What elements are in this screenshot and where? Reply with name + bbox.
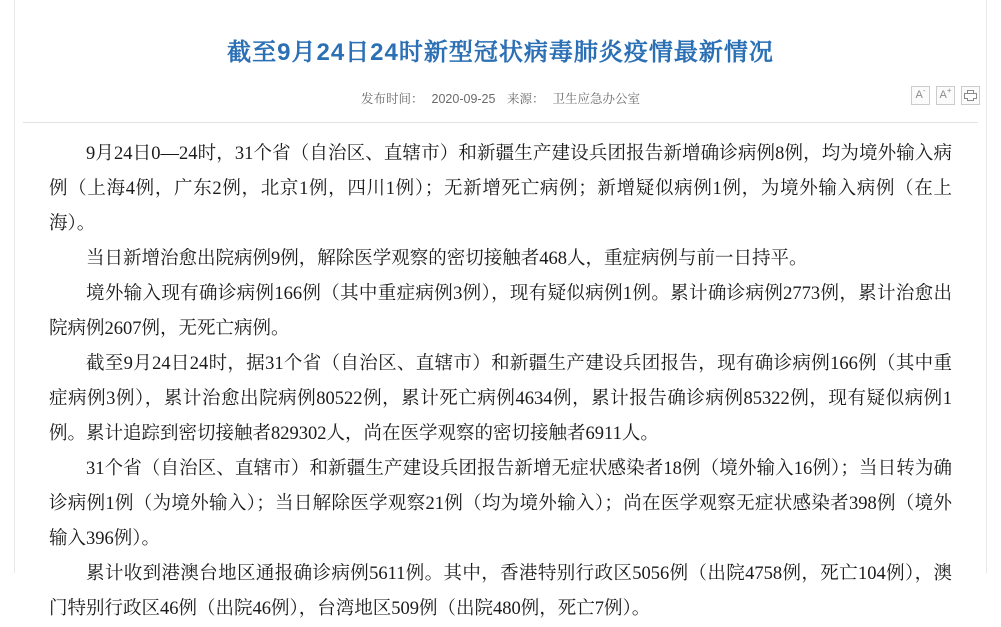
article-body: [15, 123, 986, 627]
source-value: 卫生应急办公室: [552, 92, 640, 107]
article-paragraph: 截至9月24日24时，据31个省（自治区、直辖市）和新疆生产建设兵团报告，现有确诊病例166例（其中重症病例3例），累计治愈出院病例80522例，累计死亡病例4634例，累计报告确诊病例85322例，现有疑似病例1例。累计追踪到密切接触者829302人，尚在医学观察的密切接触者6911人。: [49, 354, 952, 445]
publish-time-value: 2020-09-25: [431, 92, 496, 107]
article-meta: [15, 86, 986, 110]
printer-icon: [964, 90, 977, 101]
article-meta-bar: [15, 86, 986, 120]
font-increase-button[interactable]: [936, 86, 955, 105]
page-title: 截至9月24日24时新型冠状病毒肺炎疫情最新情况: [227, 39, 774, 67]
font-decrease-sup: -: [922, 86, 926, 96]
font-decrease-label: A: [915, 89, 923, 102]
article-paragraph: 当日新增治愈出院病例9例，解除医学观察的密切接触者468人，重症病例与前一日持平。: [86, 249, 808, 270]
print-button[interactable]: [961, 86, 980, 105]
article-paragraph: 9月24日0—24时，31个省（自治区、直辖市）和新疆生产建设兵团报告新增确诊病例8例，均为境外输入病例（上海4例，广东2例，北京1例，四川1例）；无新增死亡病例；新增疑似病例1例，为境外输入病例（在上海）。: [49, 144, 952, 235]
page-right-rail: [986, 0, 1001, 573]
font-decrease-button[interactable]: [911, 86, 930, 105]
article-toolbar: [911, 86, 980, 105]
publish-time-label: 发布时间：: [361, 92, 424, 107]
article-content: [15, 0, 986, 620]
page-left-rail: [0, 0, 15, 573]
article-paragraph: 31个省（自治区、直辖市）和新疆生产建设兵团报告新增无症状感染者18例（境外输入16例）；当日转为确诊病例1例（为境外输入）；当日解除医学观察21例（均为境外输入）；尚在医学观察无症状感染者398例（境外输入396例）。: [49, 459, 952, 550]
font-increase-sup: +: [946, 86, 952, 96]
source-label: 来源：: [506, 92, 545, 107]
article-paragraph: 境外输入现有确诊病例166例（其中重症病例3例），现有疑似病例1例。累计确诊病例2773例，累计治愈出院病例2607例，无死亡病例。: [49, 284, 952, 340]
font-increase-label: A: [939, 89, 947, 102]
article-paragraph: 累计收到港澳台地区通报确诊病例5611例。其中，香港特别行政区5056例（出院4758例，死亡104例），澳门特别行政区46例（出院46例），台湾地区509例（出院480例，死亡7例）。: [49, 564, 952, 620]
